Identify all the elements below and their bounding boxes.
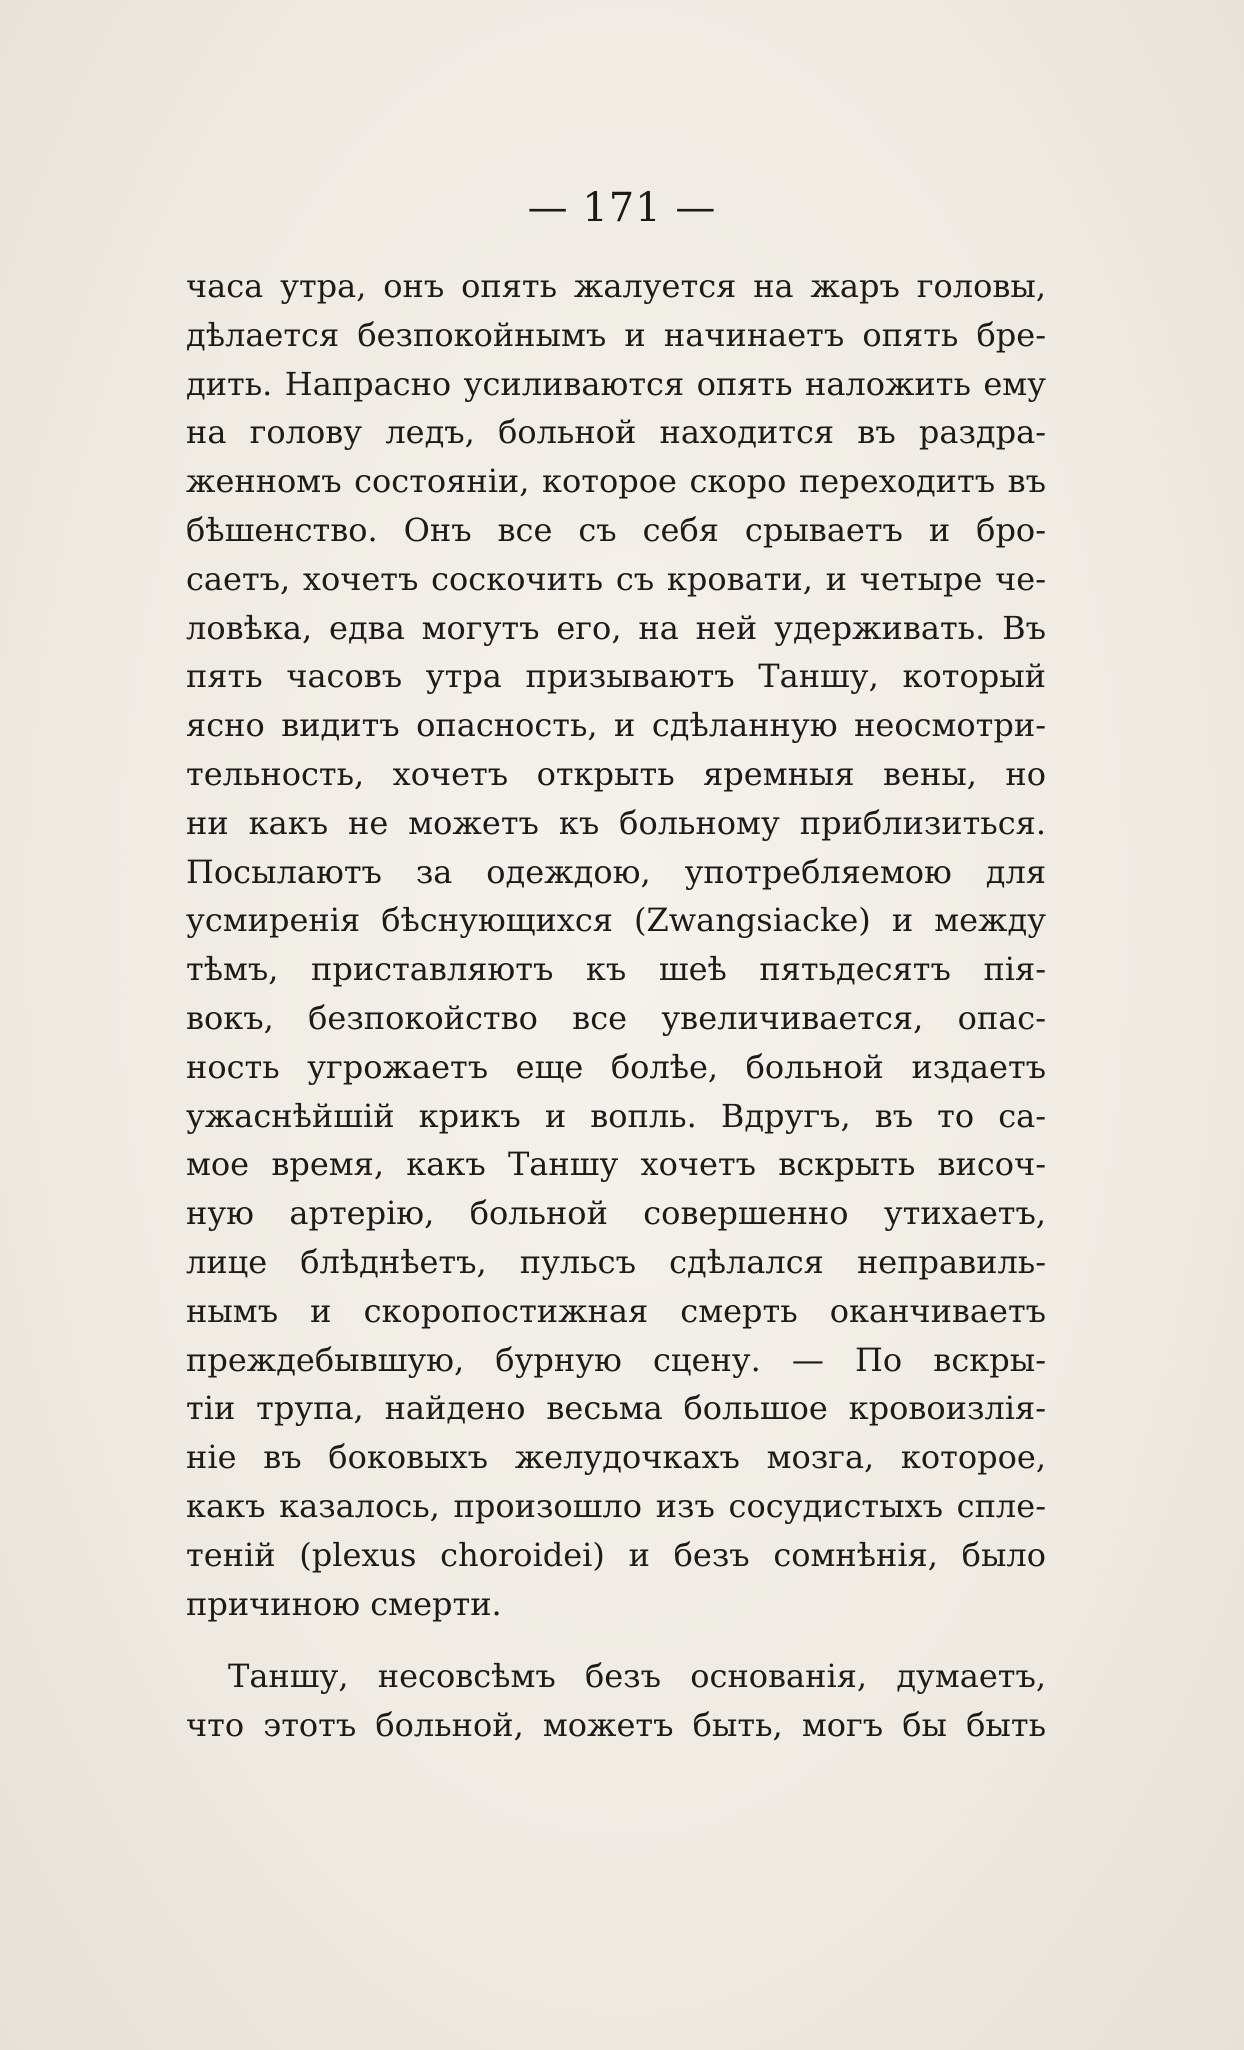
text-line: ную артерію, больной совершенно утихаетъ, xyxy=(186,1194,1046,1233)
text-line: что этотъ больной, можетъ быть, могъ бы быть xyxy=(186,1706,1046,1745)
text-line: Посылаютъ за одеждою, употребляемою для xyxy=(186,852,1046,891)
text-line: на голову ледъ, больной находится въ раздра- xyxy=(186,413,1046,452)
page-number: — 171 — xyxy=(527,185,717,231)
text-line: саетъ, хочетъ соскочить съ кровати, и четыре че- xyxy=(186,559,1046,598)
text-line: часа утра, онъ опять жалуется на жаръ головы, xyxy=(186,267,1046,305)
text-line: дить. Напрасно усиливаются опять наложить ему xyxy=(186,364,1046,403)
paragraph-2 xyxy=(186,1652,1046,1750)
text-line: мое время, какъ Таншу хочетъ вскрыть височ- xyxy=(186,1145,1046,1184)
text-line: ность угрожаетъ еще болѣе, больной издаетъ xyxy=(186,1047,1046,1086)
text-line: дѣлается безпокойнымъ и начинаетъ опять бре- xyxy=(186,315,1046,354)
text-line: ніе въ боковыхъ желудочкахъ мозга, которое, xyxy=(186,1438,1046,1477)
text-line: ни какъ не можетъ къ больному приблизиться. xyxy=(186,803,1046,842)
text-line: причиною смерти. xyxy=(186,1584,502,1623)
text-line: ловѣка, едва могутъ его, на ней удерживать. Въ xyxy=(186,608,1046,647)
text-line: бѣшенство. Онъ все съ себя срываетъ и бро- xyxy=(186,510,1046,549)
text-line: преждебывшую, бурную сцену. — По вскры- xyxy=(186,1340,1046,1379)
text-line: тельность, хочетъ открыть яремныя вены, но xyxy=(186,754,1046,793)
text-line: тіи трупа, найдено весьма большое кровоизлія- xyxy=(186,1389,1046,1428)
paragraph-spacer xyxy=(186,1628,1046,1652)
body-text xyxy=(186,262,1046,1750)
text-line: какъ казалось, произошло изъ сосудистыхъ спле- xyxy=(186,1486,1046,1525)
text-line: лице блѣднѣетъ, пульсъ сдѣлался неправиль- xyxy=(186,1242,1046,1281)
text-line: вокъ, безпокойство все увеличивается, опас- xyxy=(186,998,1046,1037)
text-line: пять часовъ утра призываютъ Таншу, который xyxy=(186,657,1046,696)
paragraph-1 xyxy=(186,262,1046,1628)
text-line: Таншу, несовсѣмъ безъ основанія, думаетъ, xyxy=(228,1657,1046,1696)
text-line: усмиренія бѣснующихся (Zwangsiacke) и между xyxy=(186,901,1046,940)
text-line: теній (plexus choroidei) и безъ сомнѣнія, было xyxy=(186,1535,1046,1574)
text-line: ужаснѣйшій крикъ и вопль. Вдругъ, въ то са- xyxy=(186,1096,1046,1135)
text-line: женномъ состояніи, которое скоро переходитъ въ xyxy=(186,462,1046,501)
text-line: ясно видитъ опасность, и сдѣланную неосмотри- xyxy=(186,706,1046,745)
text-line: нымъ и скоропостижная смерть оканчиваетъ xyxy=(186,1291,1046,1330)
text-line: тѣмъ, приставляютъ къ шеѣ пятьдесятъ пія- xyxy=(186,950,1046,989)
